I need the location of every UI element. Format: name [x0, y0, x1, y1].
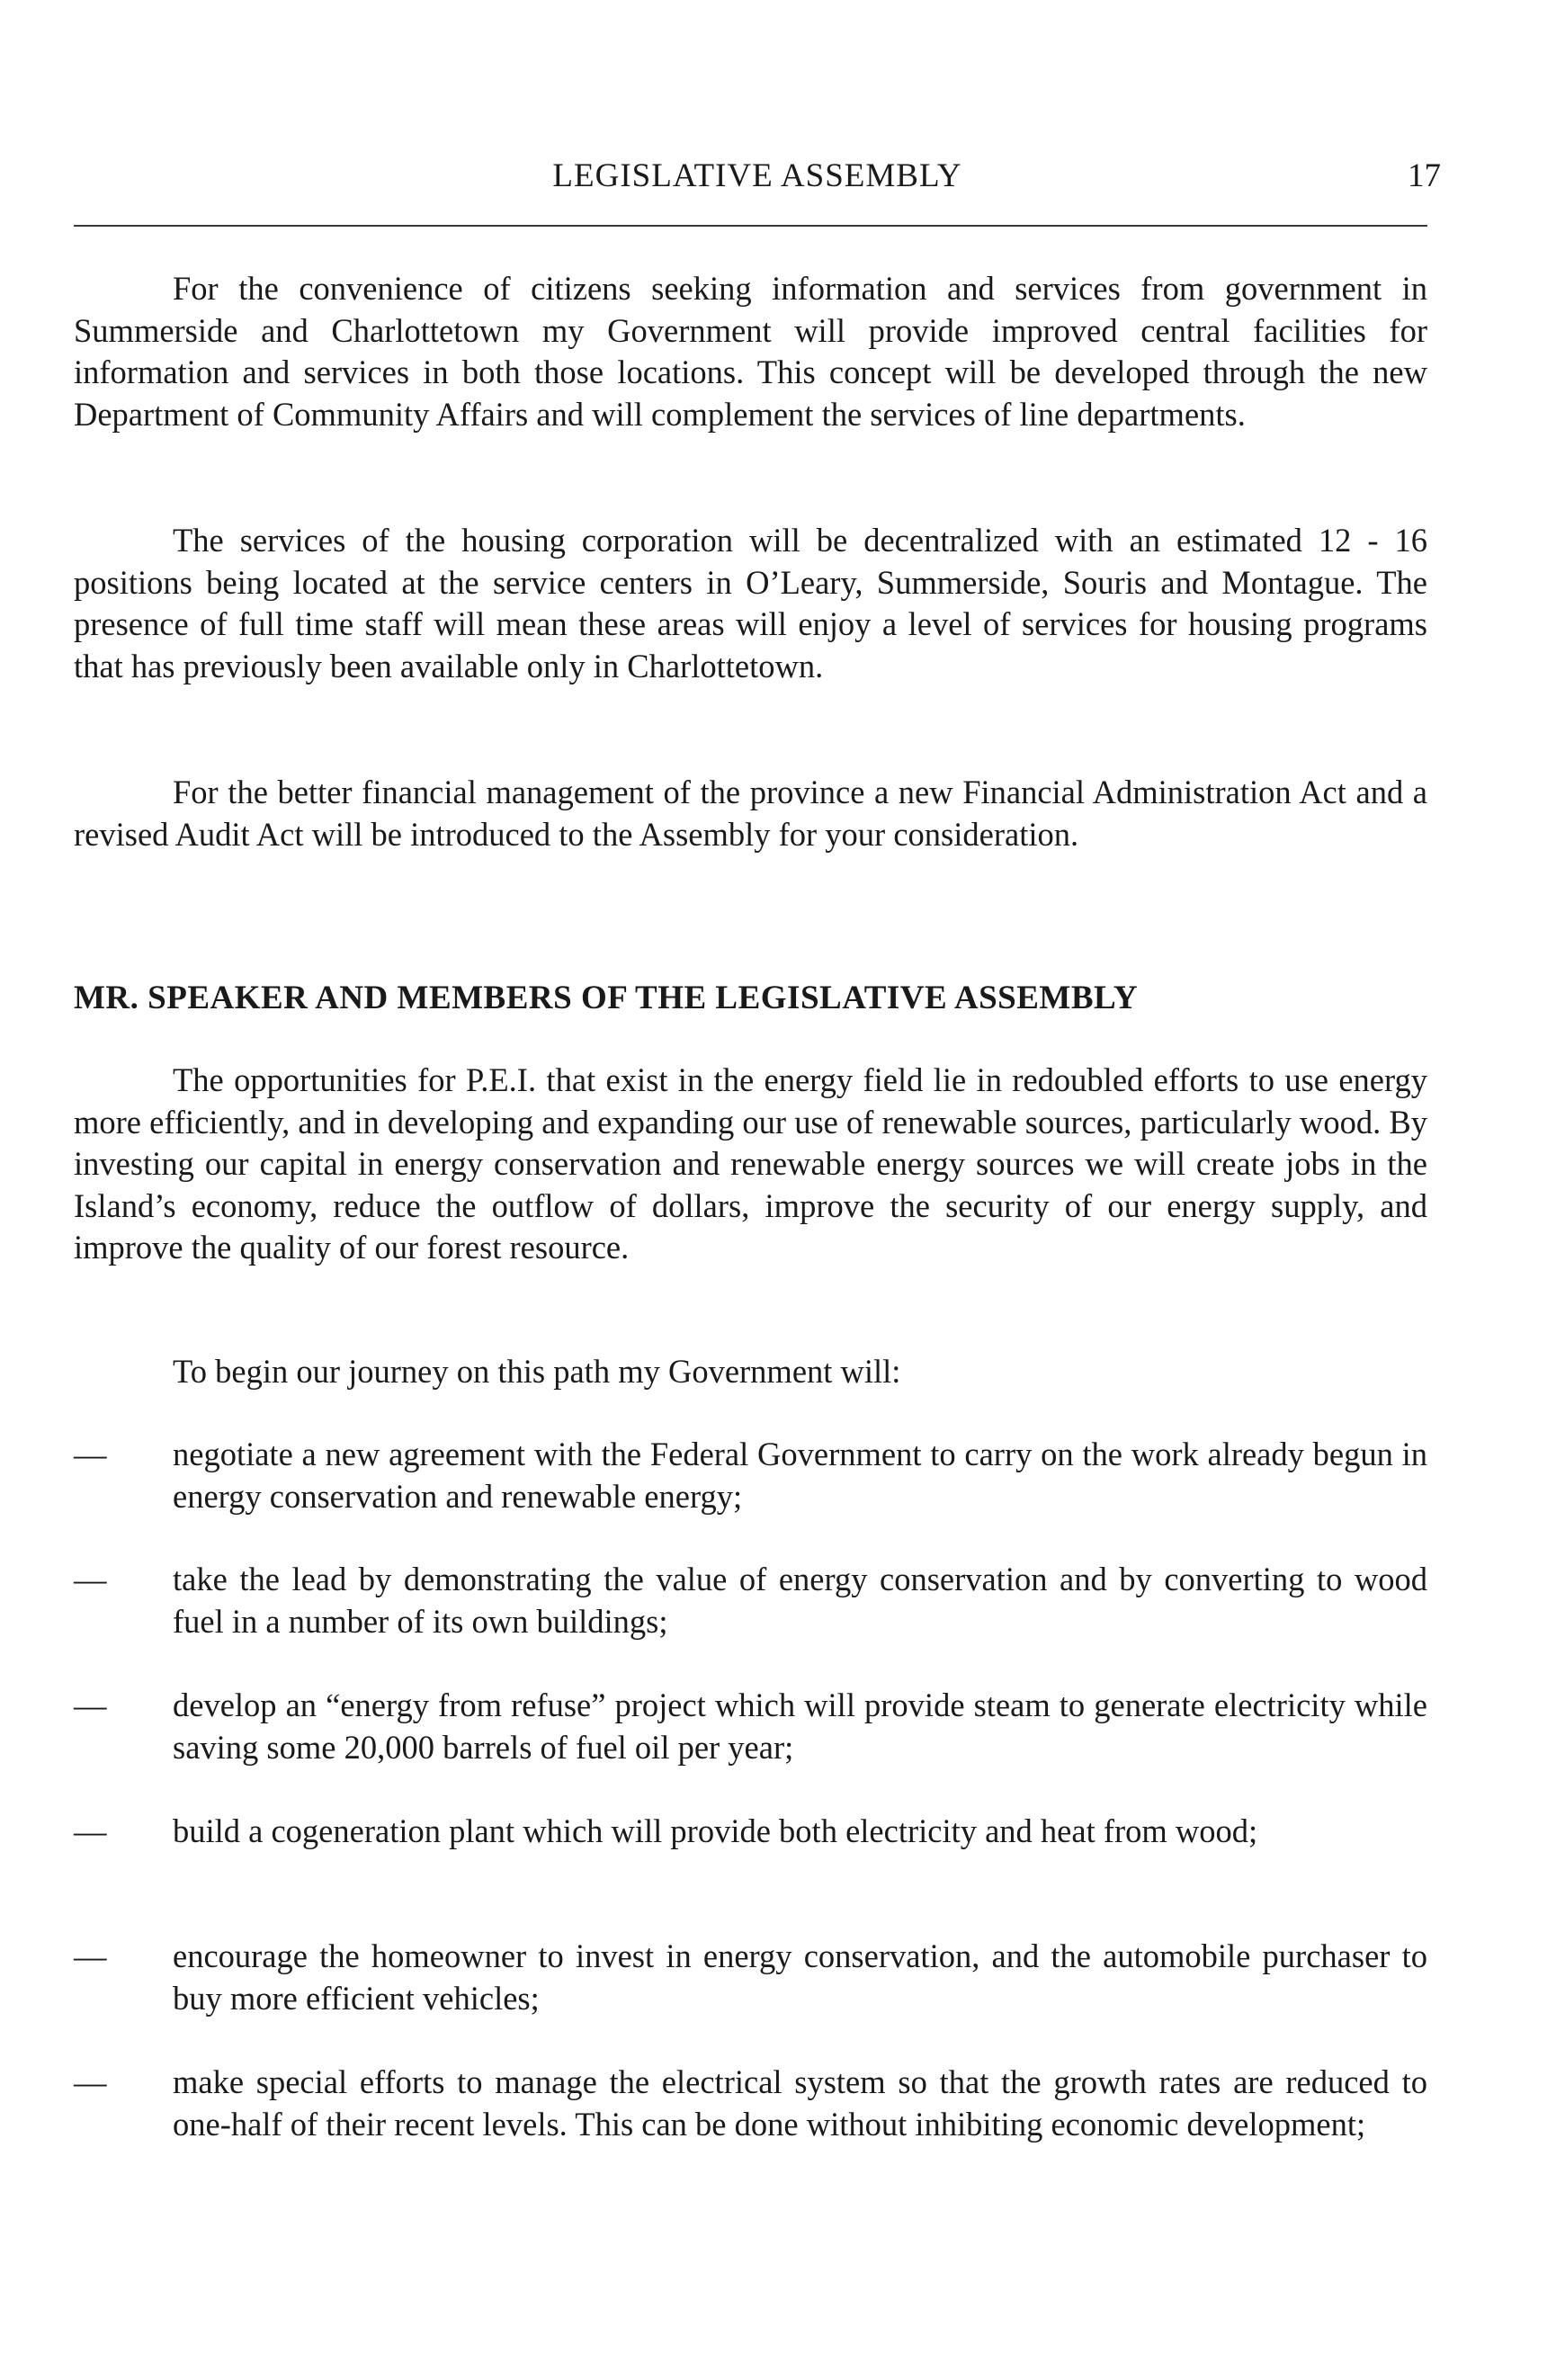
list-intro: To begin our journey on this path my Government will:	[173, 1353, 901, 1390]
dash-bullet: —	[74, 2063, 107, 2100]
header-rule	[74, 225, 1427, 227]
paragraph-information-services: For the convenience of citizens seeking information and services from government in Summerside and Charlottetown my Government will provide improved central facilities for information and services in both those locations. This concept will be developed through the new Department of Community Affairs and will complement the services of line departments.	[74, 270, 1427, 433]
dash-bullet: —	[74, 1812, 107, 1849]
list-item-text: encourage the homeowner to invest in energy conservation, and the automobile purchaser to buy more efficient vehicles;	[173, 1937, 1427, 2017]
paragraph-energy-opportunities: The opportunities for P.E.I. that exist in the energy field lie in redoubled efforts to use energy more efficiently, and in developing and expanding our use of renewable sources, particularly wood. By investing our capital in energy conservation and renewable energy sources we will create jobs in the Island’s economy, reduce the outflow of dollars, improve the security of our energy supply, and improve the quality of our forest resource.	[74, 1061, 1427, 1266]
list-item-text: negotiate a new agreement with the Federal Government to carry on the work already begun in energy conservation and renewable energy;	[173, 1436, 1427, 1515]
dash-bullet: —	[74, 1436, 107, 1472]
page-header	[74, 151, 1441, 205]
running-header-title: LEGISLATIVE ASSEMBLY	[552, 157, 962, 194]
dash-bullet: —	[74, 1561, 107, 1597]
dash-bullet: —	[74, 1937, 107, 1974]
paragraph-housing-corporation: The services of the housing corporation will be decentralized with an estimated 12 - 16 positions being located at the service centers in O’Leary, Summerside, Souris and Montague. The presence of full time staff will mean these areas will enjoy a level of services for housing programs that has previously been available only in Charlottetown.	[74, 522, 1427, 684]
list-item-text: make special efforts to manage the electrical system so that the growth rates are reduced to one-half of their recent levels. This can be done without inhibiting economic development;	[173, 2063, 1427, 2143]
list-item-text: develop an “energy from refuse” project which will provide steam to generate electricity while saving some 20,000 barrels of fuel oil per year;	[173, 1687, 1427, 1766]
dash-bullet: —	[74, 1687, 107, 1723]
page-number: 17	[1408, 157, 1441, 194]
section-heading: MR. SPEAKER AND MEMBERS OF THE LEGISLATIVE ASSEMBLY	[74, 980, 1139, 1016]
list-item-text: build a cogeneration plant which will provide both electricity and heat from wood;	[173, 1812, 1258, 1849]
list-item-text: take the lead by demonstrating the value of energy conservation and by converting to wood fuel in a number of its own buildings;	[173, 1561, 1427, 1640]
paragraph-financial-management: For the better financial management of the province a new Financial Administration Act and a revised Audit Act will be introduced to the Assembly for your consideration.	[74, 774, 1427, 853]
document-page	[74, 0, 1441, 2380]
